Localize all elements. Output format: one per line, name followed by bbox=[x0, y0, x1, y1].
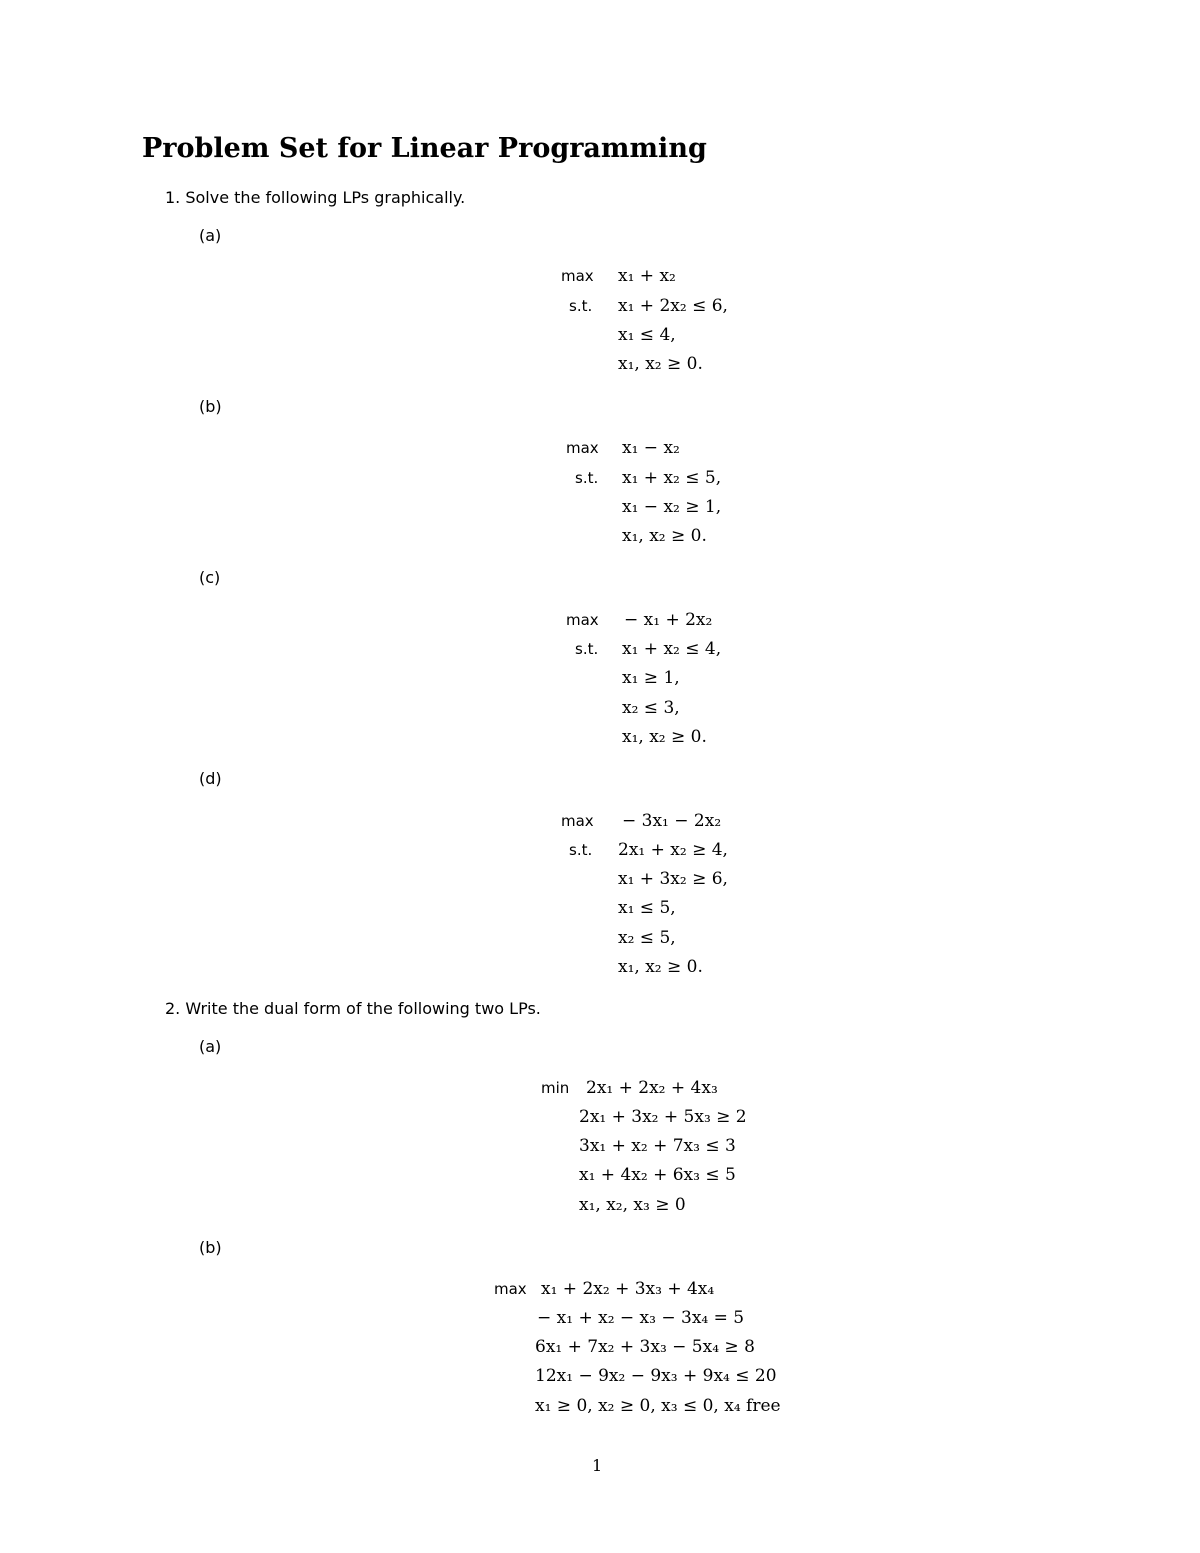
objective-function: x₁ − x₂ bbox=[622, 438, 680, 458]
constraint: x₁ + x₂ ≤ 5, bbox=[622, 468, 722, 488]
problem-number: 2. bbox=[165, 999, 181, 1018]
constraint: x₁ + 3x₂ ≥ 6, bbox=[618, 869, 728, 889]
part-label: (b) bbox=[199, 397, 222, 416]
problem-2 bbox=[165, 999, 541, 1019]
part-label: (a) bbox=[199, 1037, 222, 1056]
part-label: (d) bbox=[199, 769, 222, 788]
constraint: x₁, x₂ ≥ 0. bbox=[618, 354, 703, 374]
objective-keyword: max bbox=[494, 1280, 527, 1298]
problem-text: Solve the following LPs graphically. bbox=[185, 188, 466, 207]
objective-keyword: max bbox=[561, 812, 594, 830]
constraint: x₁, x₂ ≥ 0. bbox=[622, 526, 707, 546]
constraint: x₁ ≤ 5, bbox=[618, 898, 676, 918]
constraint: 6x₁ + 7x₂ + 3x₃ − 5x₄ ≥ 8 bbox=[535, 1337, 755, 1357]
constraint: x₁ − x₂ ≥ 1, bbox=[622, 497, 722, 517]
constraint: 2x₁ + 3x₂ + 5x₃ ≥ 2 bbox=[579, 1107, 747, 1127]
constraint: x₁, x₂ ≥ 0. bbox=[618, 957, 703, 977]
constraint: x₁ ≥ 0, x₂ ≥ 0, x₃ ≤ 0, x₄ free bbox=[535, 1396, 781, 1416]
subject-to-keyword: s.t. bbox=[575, 640, 599, 658]
page-title: Problem Set for Linear Programming bbox=[142, 133, 707, 164]
objective-keyword: max bbox=[566, 611, 599, 629]
part-label: (b) bbox=[199, 1238, 222, 1257]
objective-keyword: min bbox=[541, 1079, 570, 1097]
part-label: (c) bbox=[199, 568, 221, 587]
objective-keyword: max bbox=[566, 439, 599, 457]
constraint: x₁ + x₂ ≤ 4, bbox=[622, 639, 722, 659]
constraint: x₂ ≤ 3, bbox=[622, 698, 680, 718]
subject-to-keyword: s.t. bbox=[569, 297, 593, 315]
objective-function: − 3x₁ − 2x₂ bbox=[622, 811, 722, 831]
objective-function: x₁ + x₂ bbox=[618, 266, 676, 286]
constraint: x₁ ≤ 4, bbox=[618, 325, 676, 345]
constraint: 12x₁ − 9x₂ − 9x₃ + 9x₄ ≤ 20 bbox=[535, 1366, 777, 1386]
subject-to-keyword: s.t. bbox=[575, 469, 599, 487]
objective-function: 2x₁ + 2x₂ + 4x₃ bbox=[586, 1078, 718, 1098]
objective-function: x₁ + 2x₂ + 3x₃ + 4x₄ bbox=[541, 1279, 715, 1299]
subject-to-keyword: s.t. bbox=[569, 841, 593, 859]
constraint: x₁, x₂ ≥ 0. bbox=[622, 727, 707, 747]
problem-1 bbox=[165, 188, 465, 208]
constraint: x₁, x₂, x₃ ≥ 0 bbox=[579, 1195, 686, 1215]
part-label: (a) bbox=[199, 226, 222, 245]
constraint: − x₁ + x₂ − x₃ − 3x₄ = 5 bbox=[537, 1308, 745, 1328]
problem-number: 1. bbox=[165, 188, 181, 207]
constraint: 2x₁ + x₂ ≥ 4, bbox=[618, 840, 728, 860]
problem-text: Write the dual form of the following two LPs. bbox=[185, 999, 541, 1018]
constraint: 3x₁ + x₂ + 7x₃ ≤ 3 bbox=[579, 1136, 736, 1156]
page-number: 1 bbox=[592, 1456, 603, 1475]
constraint: x₂ ≤ 5, bbox=[618, 928, 676, 948]
constraint: x₁ + 4x₂ + 6x₃ ≤ 5 bbox=[579, 1165, 736, 1185]
constraint: x₁ + 2x₂ ≤ 6, bbox=[618, 296, 728, 316]
objective-keyword: max bbox=[561, 267, 594, 285]
objective-function: − x₁ + 2x₂ bbox=[624, 610, 713, 630]
constraint: x₁ ≥ 1, bbox=[622, 668, 680, 688]
